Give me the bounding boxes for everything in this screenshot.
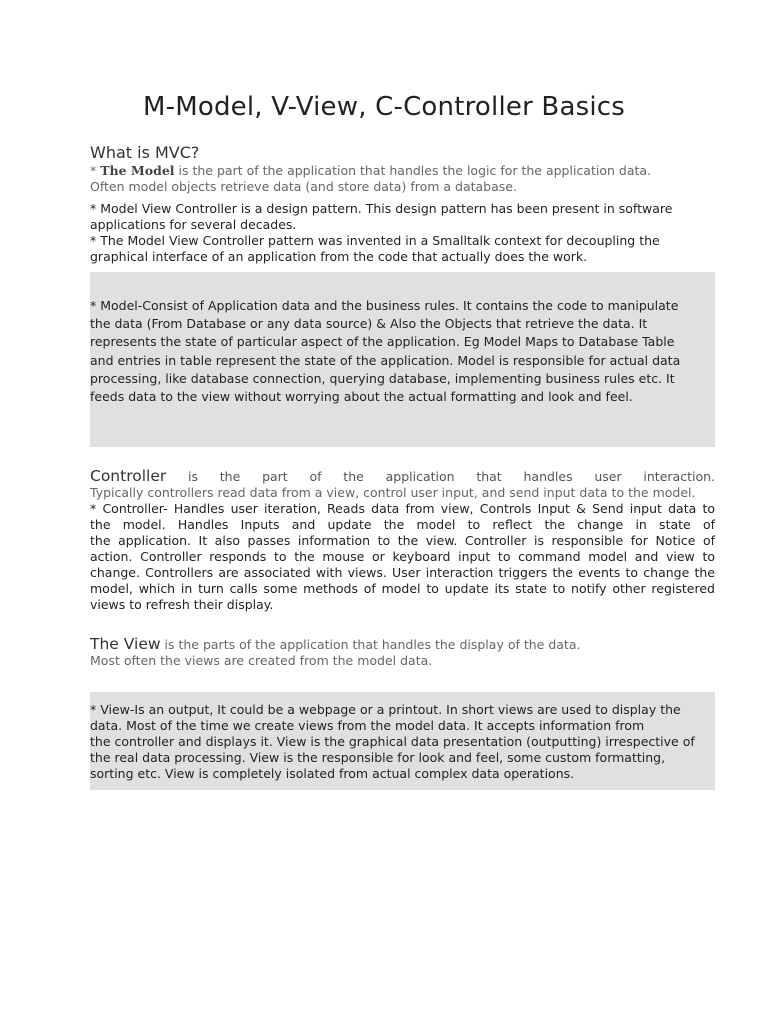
what-is-mvc-heading: What is MVC? — [90, 143, 200, 162]
controller-lead-sub: Typically controllers read data from a view, control user input, and send input data to the model. — [90, 485, 696, 500]
model-definition-text: is the part of the application that handles the logic for the application data. — [174, 163, 652, 178]
view-box-line-3: the controller and displays it. View is the graphical data presentation (outputting) irrespective of — [90, 734, 695, 749]
model-box-line-3: represents the state of particular aspect of the application. Eg Model Maps to Database Table — [90, 334, 675, 350]
model-box-line-1: * Model-Consist of Application data and the business rules. It contains the code to manipulate — [90, 298, 679, 313]
controller-body-line-5: change. Controllers are associated with views. User interaction triggers the events to change the — [90, 565, 715, 580]
controller-lead — [90, 468, 715, 485]
bullet-prefix: * — [90, 163, 101, 178]
view-box-line-4: the real data processing. View is the responsible for look and feel, some custom formatting, — [90, 750, 666, 765]
model-term: The Model — [100, 163, 175, 178]
view-definition-line-1 — [90, 636, 715, 653]
model-box-line-2: the data (From Database or any data source) & Also the Objects that retrieve the data. It — [90, 316, 648, 332]
controller-body-line-6: model, which in turn calls some methods of model to update its state to notify other registered — [90, 581, 715, 596]
model-box-paragraph — [90, 297, 715, 406]
model-definition — [90, 163, 715, 194]
controller-section — [90, 468, 715, 613]
view-term: The View — [90, 635, 161, 653]
controller-term: Controller — [90, 467, 167, 485]
intro-line-1: * Model View Controller is a design pattern. This design pattern has been present in software — [90, 201, 673, 216]
controller-body-line-2: the model. Handles Inputs and update the model to reflect the change in state of — [90, 517, 715, 532]
view-box-line-2: data. Most of the time we create views from the model data. It accepts information from — [90, 718, 645, 733]
model-highlight-box — [90, 272, 715, 447]
controller-body-line-7: views to refresh their display. — [90, 597, 274, 612]
view-box-paragraph — [90, 702, 715, 782]
model-definition-line-2: Often model objects retrieve data (and store data) from a database. — [90, 178, 517, 194]
view-highlight-box — [90, 692, 715, 790]
controller-body-line-3: the application. It also passes information to the view. Controller is responsible for Notice of — [90, 533, 715, 548]
intro-line-2: applications for several decades. — [90, 217, 297, 232]
mvc-intro-paragraph — [90, 201, 715, 265]
view-definition — [90, 636, 715, 669]
model-box-line-5: processing, like database connection, querying database, implementing business rules etc. It — [90, 370, 675, 386]
controller-lead-text: is the part of the application that handles user interaction. — [166, 469, 715, 484]
model-box-line-4: and entries in table represent the state of the application. Model is responsible for actual data — [90, 352, 681, 368]
view-definition-line-2: Most often the views are created from the model data. — [90, 653, 433, 668]
controller-body-line-1: * Controller- Handles user iteration, Reads data from view, Controls Input & Send input data to — [90, 501, 715, 516]
intro-line-4: graphical interface of an application from the code that actually does the work. — [90, 249, 588, 264]
view-box-line-5: sorting etc. View is completely isolated from actual complex data operations. — [90, 766, 575, 781]
document-title: M-Model, V-View, C-Controller Basics — [142, 92, 626, 122]
model-definition-line-1 — [90, 163, 715, 179]
view-definition-text: is the parts of the application that handles the display of the data. — [160, 637, 581, 652]
view-box-line-1: * View-Is an output, It could be a webpage or a printout. In short views are used to display the — [90, 702, 681, 717]
model-box-line-6: feeds data to the view without worrying about the actual formatting and look and feel. — [90, 389, 633, 405]
controller-body-line-4: action. Controller responds to the mouse or keyboard input to command model and view to — [90, 549, 715, 564]
intro-line-3: * The Model View Controller pattern was invented in a Smalltalk context for decoupling the — [90, 233, 660, 248]
